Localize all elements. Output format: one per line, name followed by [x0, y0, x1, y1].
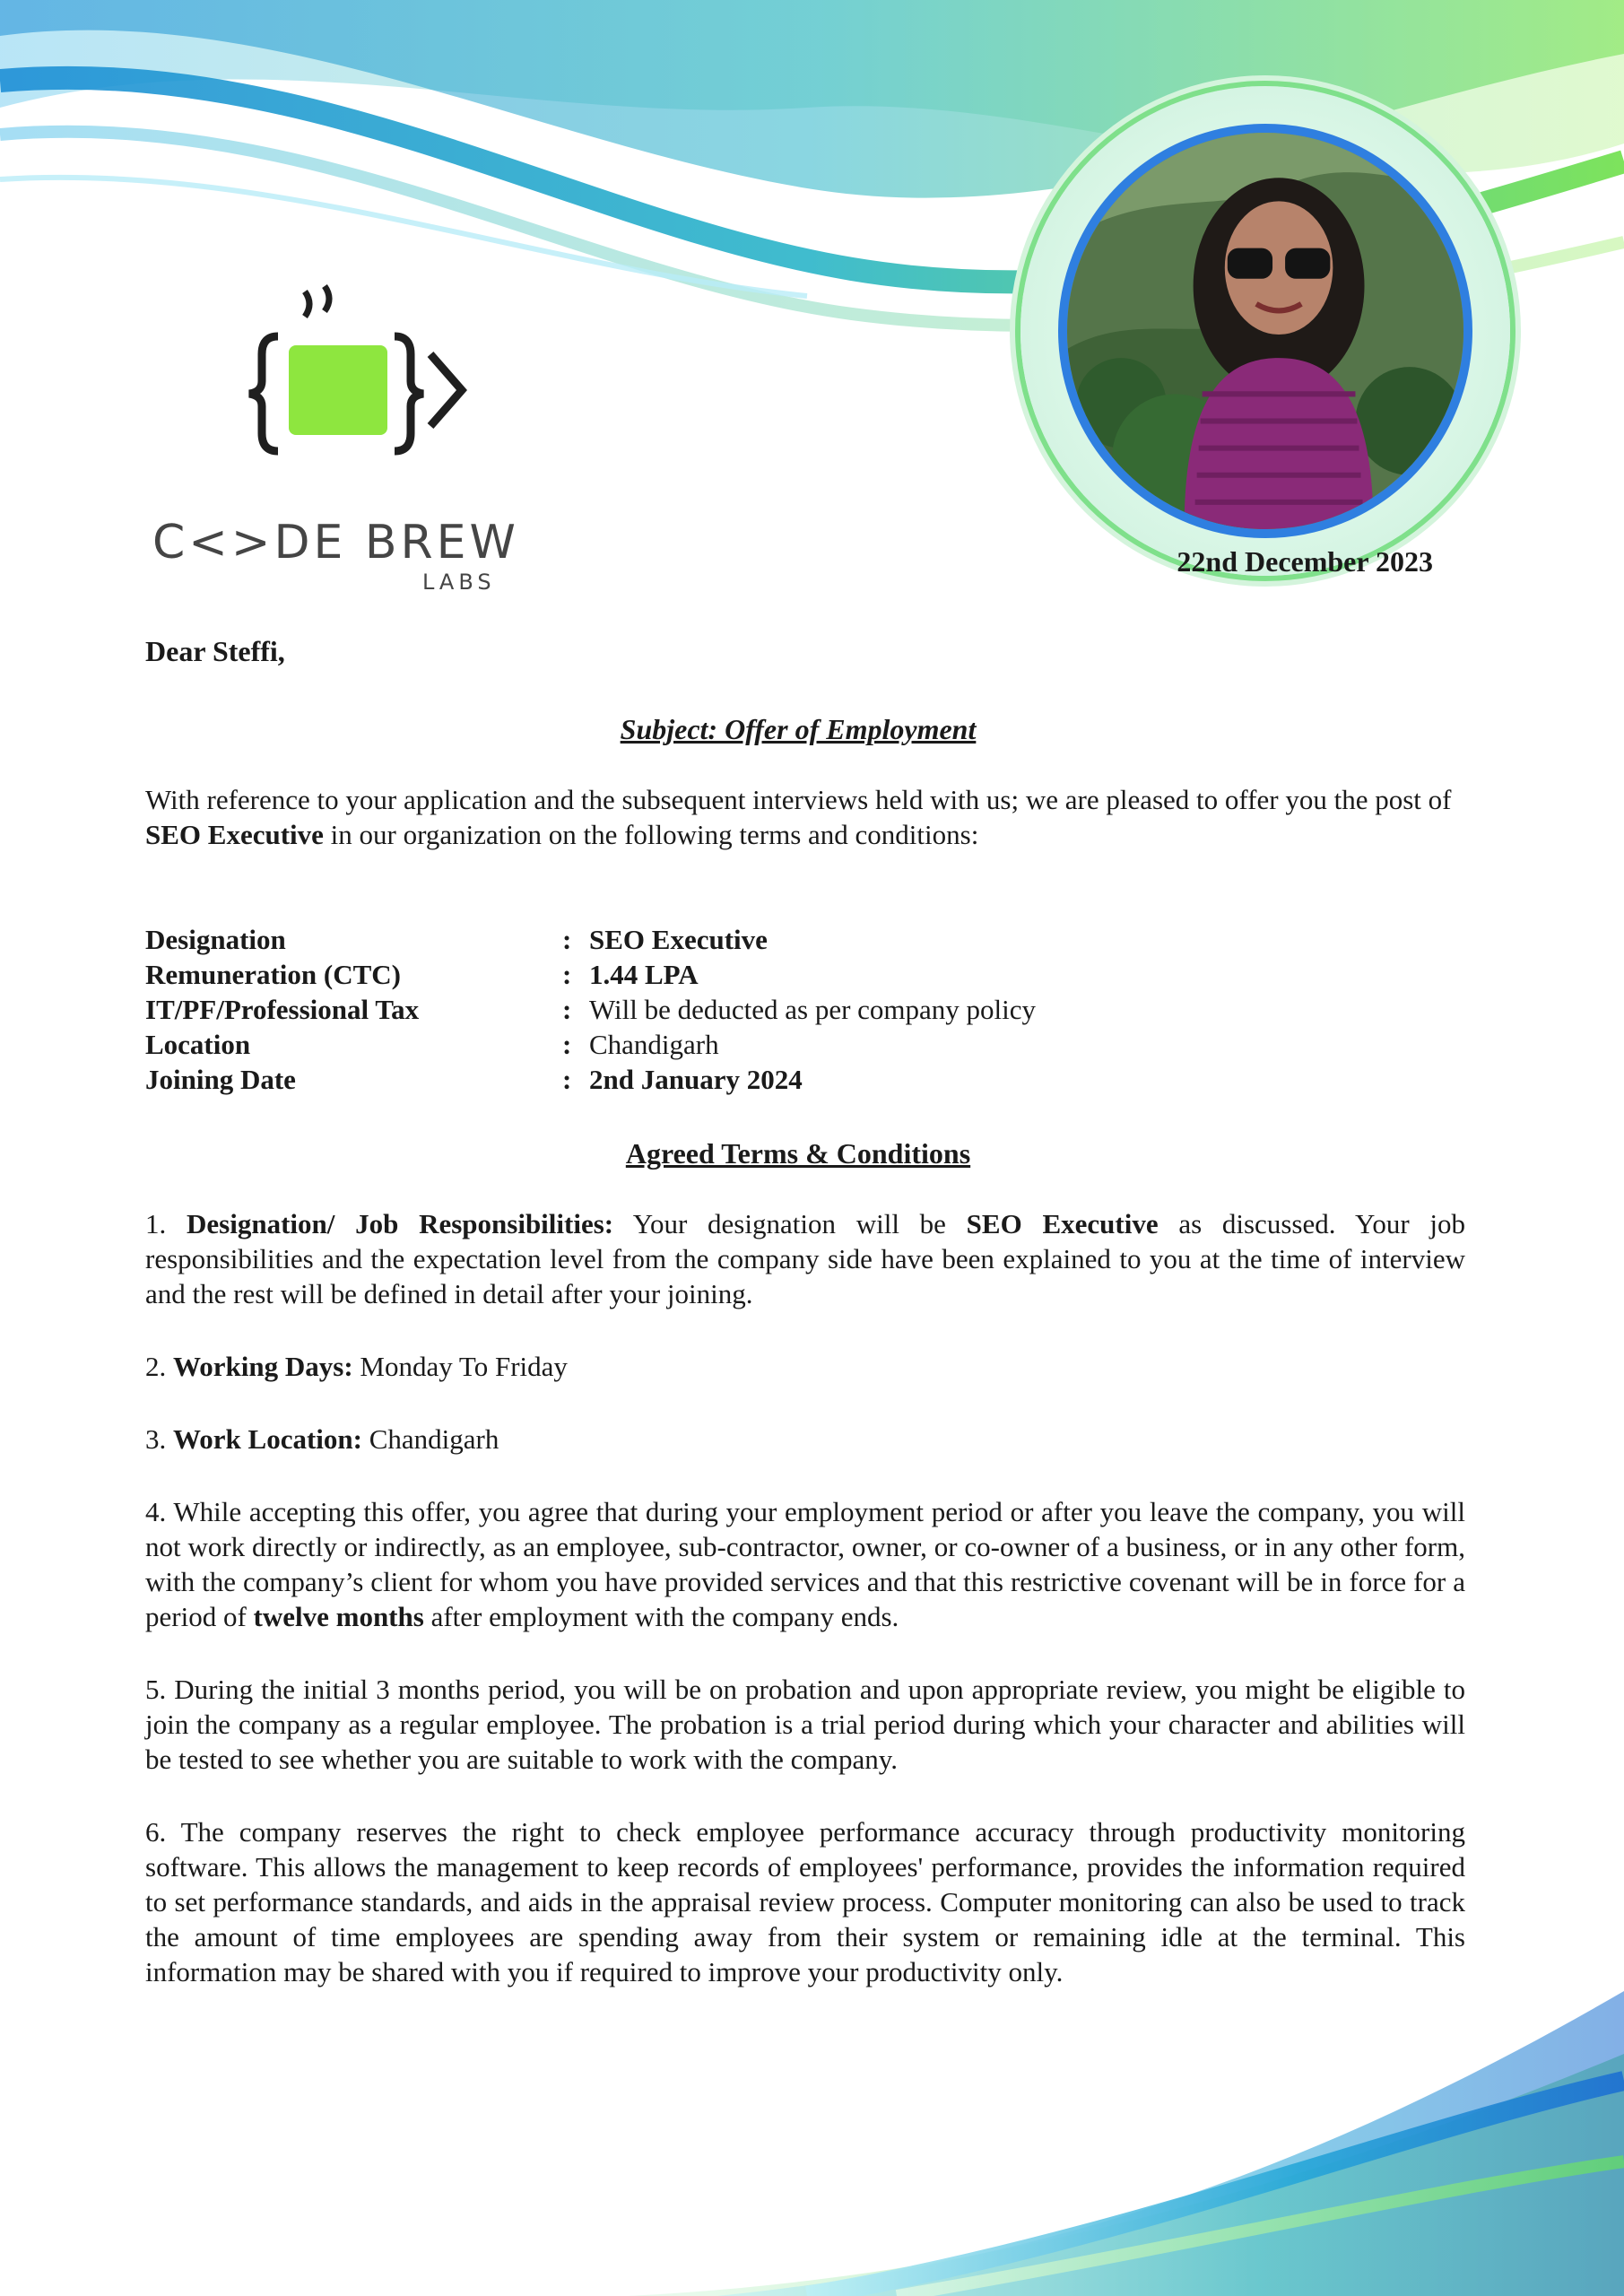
clause-4 [145, 1494, 1465, 1634]
term-colon: : [562, 959, 572, 990]
candidate-photo [1058, 124, 1472, 538]
clause-text-tail: as discussed. Your job responsibilities and the expectation level from the company side have been explained to you at the time of interview and the rest will be defined in detail after your joining. [145, 1208, 1466, 1309]
term-label: Joining Date [145, 1064, 296, 1095]
clause-text: During the initial 3 months period, you will be on probation and upon appropriate review, you might be eligible to join the company as a regular employee. The probation is a trial period during which your character and abilities will be tested to see whether you are suitable to work with the company. [145, 1674, 1466, 1775]
term-colon: : [562, 924, 572, 955]
intro-role: SEO Executive [145, 819, 324, 850]
clause-3 [145, 1422, 1465, 1457]
clause-5 [145, 1672, 1465, 1777]
clause-text: The company reserves the right to check employee performance accuracy through productivity monitoring software. This allows the management to keep records of employees' performance, provides the information required to set performance standards, and aids in the appraisal review process. Computer monitoring can also be used to track the amount of time employees are spending away from their system or remaining idle at the terminal. This information may be shared with you if required to improve your productivity only. [145, 1816, 1465, 1987]
salutation: Dear Steffi, [145, 635, 285, 667]
subject-line: Subject: Offer of Employment [620, 713, 977, 745]
clause-1 [145, 1206, 1465, 1311]
term-label: Remuneration (CTC) [145, 959, 401, 990]
clause-number: 3. [145, 1423, 173, 1455]
clause-heading: Designation/ Job Responsibilities: [187, 1208, 614, 1239]
term-row-joining-date [145, 1062, 1036, 1097]
term-value: Chandigarh [589, 1029, 719, 1060]
term-colon: : [562, 1064, 572, 1095]
term-colon: : [562, 1029, 572, 1060]
term-row-designation [145, 922, 1036, 957]
portrait-image [1067, 133, 1463, 529]
clause-number: 2. [145, 1351, 173, 1382]
letter-date: 22nd December 2023 [1177, 545, 1433, 578]
clauses-list [145, 1206, 1465, 2027]
term-colon: : [562, 994, 572, 1025]
clause-number: 6. [145, 1816, 181, 1848]
clause-2 [145, 1349, 1465, 1384]
clause-emphasis: twelve months [253, 1601, 424, 1632]
clause-heading: Work Location: [173, 1423, 362, 1455]
term-row-location [145, 1027, 1036, 1062]
intro-text-1: With reference to your application and the subsequent interviews held with us; we are pleased to offer you the post of [145, 784, 1452, 815]
clause-text: Chandigarh [361, 1423, 499, 1455]
clause-number: 4. [145, 1496, 174, 1527]
term-label: Designation [145, 924, 286, 955]
logo-wordmark: C<>DE BREW [152, 516, 519, 570]
clause-text: Your designation will be [613, 1208, 967, 1239]
clause-text-tail: after employment with the company ends. [423, 1601, 899, 1632]
term-value: Will be deducted as per company policy [589, 994, 1037, 1025]
term-value: 1.44 LPA [589, 959, 699, 990]
term-row-tax [145, 992, 1036, 1027]
clause-text: Monday To Friday [352, 1351, 568, 1382]
logo-subtitle: LABS [422, 570, 496, 595]
clause-heading: Working Days: [173, 1351, 353, 1382]
intro-text-2: in our organization on the following terms and conditions: [323, 819, 979, 850]
intro-paragraph [145, 782, 1472, 852]
terms-table [145, 922, 1036, 1097]
term-label: Location [145, 1029, 251, 1060]
term-row-remuneration [145, 957, 1036, 992]
clause-text: While accepting this offer, you agree that during your employment period or after you leave the company, you will not work directly or indirectly, as an employee, sub-contractor, owner, or co-owner of a business, or in any other form, with the company’s client for whom you have provided services and that this restrictive covenant will be in force for a period of [145, 1496, 1465, 1632]
term-value: 2nd January 2024 [589, 1064, 803, 1095]
clause-6 [145, 1814, 1465, 1989]
agreed-terms-heading: Agreed Terms & Conditions [625, 1137, 971, 1170]
coffee-code-logo-icon [242, 274, 475, 480]
term-value: SEO Executive [589, 924, 768, 955]
clause-number: 1. [145, 1208, 187, 1239]
term-label: IT/PF/Professional Tax [145, 994, 420, 1025]
clause-emphasis: SEO Executive [966, 1208, 1159, 1239]
clause-number: 5. [145, 1674, 175, 1705]
